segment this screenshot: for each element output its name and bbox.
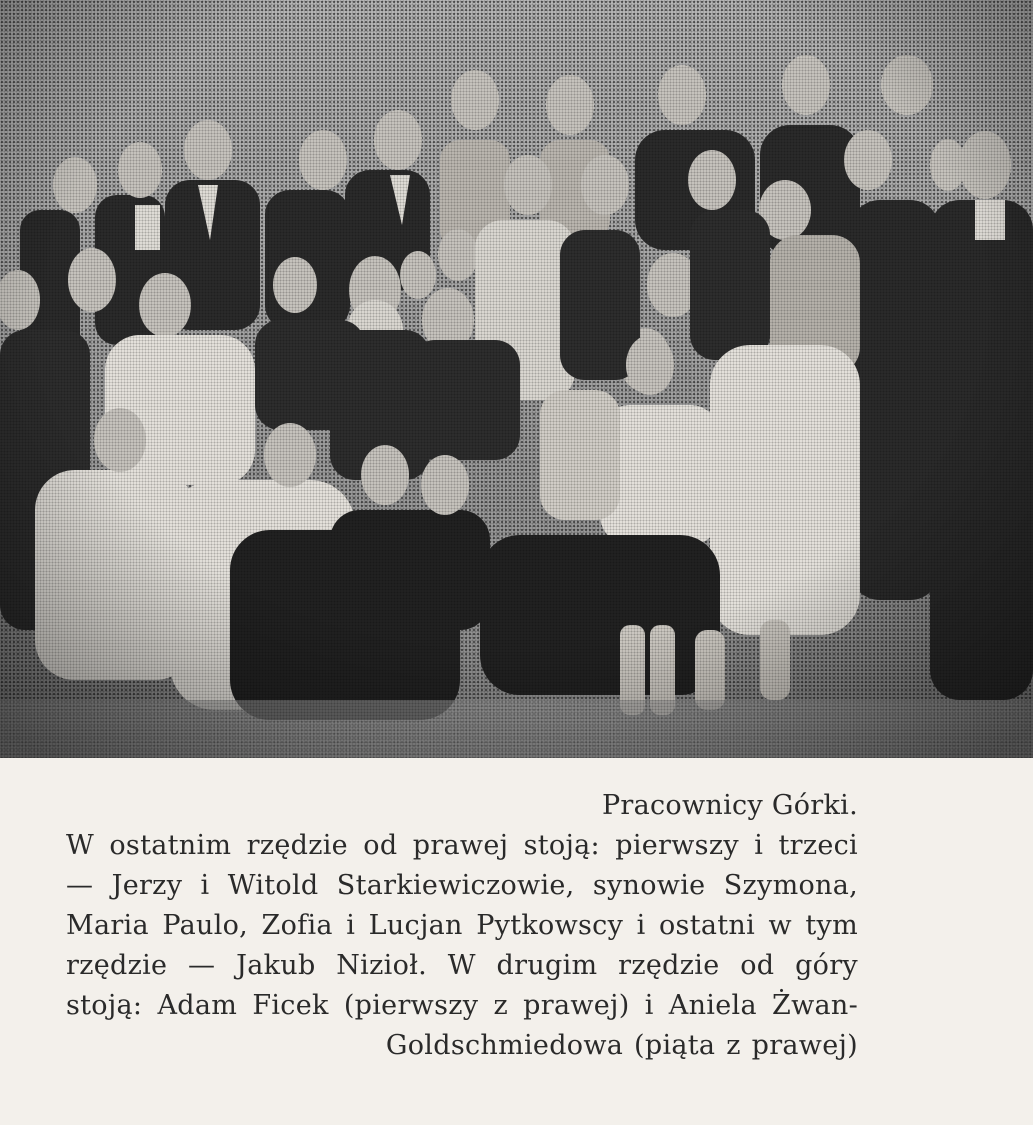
photo-caption [66,786,858,1066]
caption-body: W ostatnim rzędzie od prawej stoją: pierwszy i trzeci — Jerzy i Witold Starkiewiczowie, synowie Szymona, Maria Paulo, Zofia i Lucjan Pytkowscy i ostatni w tym rzędzie — Jakub Nizioł. W drugim rzędzie od góry stoją: Adam Ficek (pierwszy z prawej) i Aniela Żwan-Goldschmiedowa (piąta z prawej) [66,830,858,1061]
caption-title: Pracownicy Górki. [601,790,858,821]
